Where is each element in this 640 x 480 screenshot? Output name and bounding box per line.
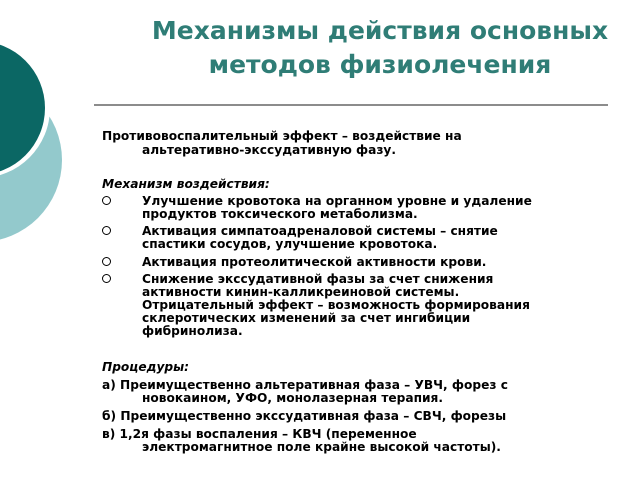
bullet-icon xyxy=(102,257,111,266)
mechanism-item-4-line-4: склеротических изменений за счет ингибиции xyxy=(142,311,471,325)
procedure-b-line-1: б) Преимущественно экссудативная фаза – СВЧ, форезы xyxy=(102,409,507,423)
slide-title-line-1: Механизмы действия основных xyxy=(151,16,609,45)
mechanism-item-2-line-2: спастики сосудов, улучшение кровотока. xyxy=(142,237,438,251)
mechanism-item-4-line-2: активности кинин-калликреиновой системы. xyxy=(142,285,460,299)
intro-line-2: альтеративно-экссудативную фазу. xyxy=(142,143,397,157)
procedure-a-line-2: новокаином, УФО, монолазерная терапия. xyxy=(142,391,444,405)
mechanism-heading: Механизм воздействия: xyxy=(102,177,270,191)
slide-title-line-2: методов физиолечения xyxy=(208,50,552,79)
mechanism-item-4-line-1: Снижение экссудативной фазы за счет снижения xyxy=(142,272,494,286)
mechanism-item-1-line-2: продуктов токсического метаболизма. xyxy=(142,207,418,221)
procedure-a-line-1: а) Преимущественно альтеративная фаза – УВЧ, форез с xyxy=(102,378,508,392)
mechanism-item-1-line-1: Улучшение кровотока на органном уровне и удаление xyxy=(142,194,532,208)
mechanism-item-2-line-1: Активация симпатоадреналовой системы – снятие xyxy=(142,224,498,238)
bullet-icon xyxy=(102,274,111,283)
bullet-icon xyxy=(102,196,111,205)
mechanism-item-3-line-1: Активация протеолитической активности крови. xyxy=(142,255,487,269)
intro-line-1: Противовоспалительный эффект – воздействие на xyxy=(102,129,462,143)
bullet-icon xyxy=(102,226,111,235)
procedures-heading: Процедуры: xyxy=(102,360,190,374)
procedure-c-line-1: в) 1,2я фазы воспаления – КВЧ (переменное xyxy=(102,427,417,441)
mechanism-item-4-line-5: фибринолиза. xyxy=(142,324,243,338)
mechanism-item-4-line-3: Отрицательный эффект – возможность формирования xyxy=(142,298,530,312)
procedure-c-line-2: электромагнитное поле крайне высокой частоты). xyxy=(142,440,501,454)
